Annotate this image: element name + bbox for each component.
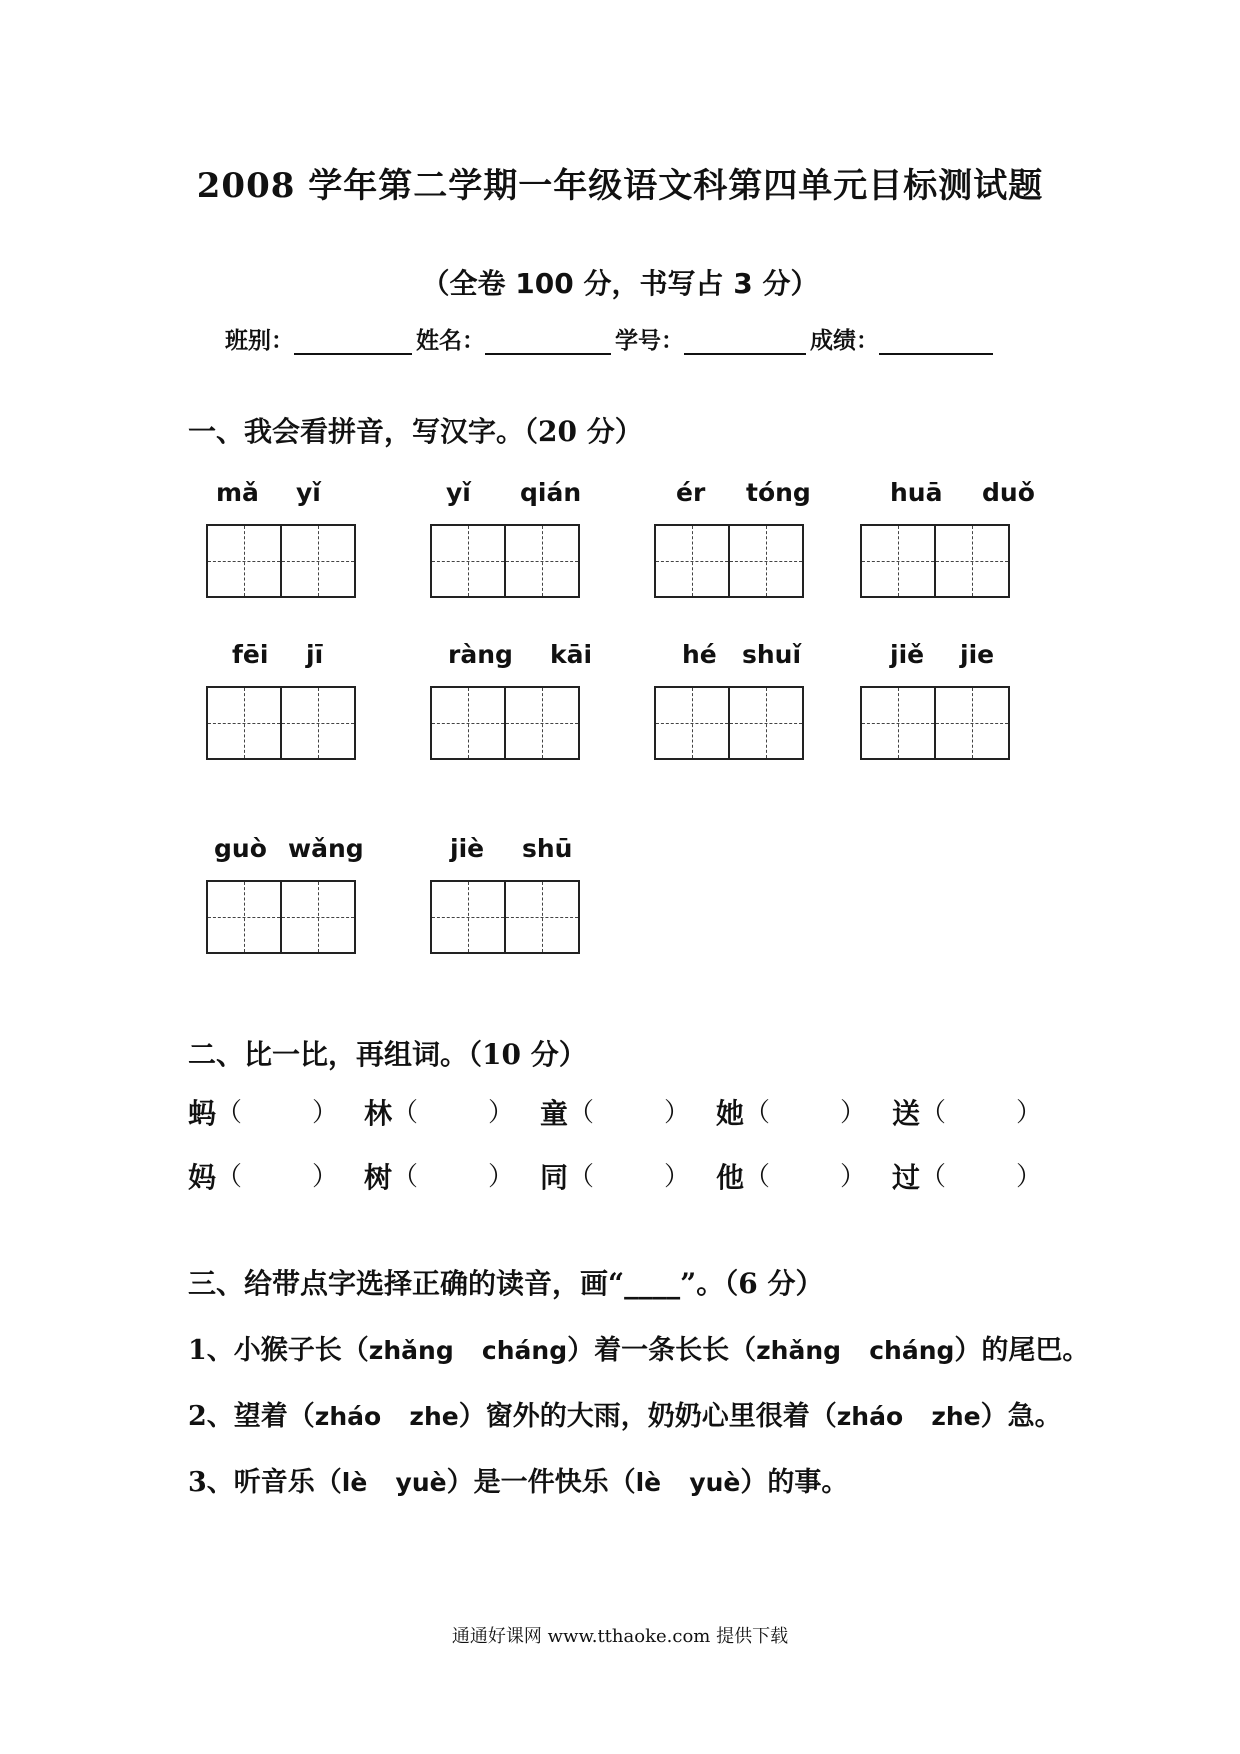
score-blank[interactable] — [879, 329, 993, 355]
answer-blank[interactable] — [242, 1092, 312, 1132]
compare-char: 她 — [716, 1097, 745, 1130]
student-id-label: 学号： — [615, 328, 684, 354]
option-gap — [841, 1335, 869, 1366]
writing-grid-6[interactable] — [430, 686, 580, 760]
grid-cell[interactable] — [432, 526, 504, 596]
paren-open: （ — [568, 1098, 595, 1128]
compare-row-1 — [188, 1092, 1068, 1132]
grid-cell[interactable] — [208, 688, 280, 758]
pinyin-1b: yǐ — [296, 478, 321, 507]
grid-cell[interactable] — [208, 526, 280, 596]
grid-cell[interactable] — [432, 882, 504, 952]
paren-open: （ — [392, 1162, 419, 1192]
answer-blank[interactable] — [242, 1156, 312, 1196]
grid-cell[interactable] — [504, 526, 578, 596]
paren-close: ） — [488, 1162, 515, 1192]
pinyin-option[interactable]: zhe — [931, 1402, 981, 1431]
grid-cell[interactable] — [504, 882, 578, 952]
answer-blank[interactable] — [594, 1156, 664, 1196]
question-text: 1、小猴子长（ — [188, 1335, 369, 1366]
paren-open: （ — [216, 1162, 243, 1192]
pinyin-6b: kāi — [550, 640, 593, 669]
writing-grid-2[interactable] — [430, 524, 580, 598]
grid-cell[interactable] — [934, 526, 1008, 596]
compare-item — [892, 1156, 1068, 1196]
grid-cell[interactable] — [728, 688, 802, 758]
compare-char: 同 — [540, 1161, 569, 1194]
writing-grid-7[interactable] — [654, 686, 804, 760]
compare-item — [188, 1156, 364, 1196]
pinyin-7a: hé — [682, 640, 717, 669]
writing-grid-1[interactable] — [206, 524, 356, 598]
writing-grid-10[interactable] — [430, 880, 580, 954]
option-gap — [367, 1467, 395, 1498]
question-text: 3、听音乐（ — [188, 1467, 342, 1498]
compare-char: 送 — [892, 1097, 921, 1130]
question-2 — [188, 1394, 1062, 1433]
compare-item — [716, 1092, 892, 1132]
pinyin-10b: shū — [522, 834, 573, 863]
pinyin-3a: ér — [676, 478, 706, 507]
question-text: ）着一条长长（ — [567, 1335, 757, 1366]
option-gap — [661, 1467, 689, 1498]
answer-blank[interactable] — [770, 1092, 840, 1132]
grid-cell[interactable] — [862, 526, 934, 596]
compare-char: 他 — [716, 1161, 745, 1194]
paren-open: （ — [568, 1162, 595, 1192]
answer-blank[interactable] — [946, 1092, 1016, 1132]
compare-item — [188, 1092, 364, 1132]
section-2-heading: 二、比一比，再组词。（10 分） — [188, 1038, 587, 1071]
answer-blank[interactable] — [594, 1092, 664, 1132]
answer-blank[interactable] — [770, 1156, 840, 1196]
pinyin-1a: mǎ — [216, 478, 259, 507]
option-gap — [381, 1401, 409, 1432]
answer-blank[interactable] — [946, 1156, 1016, 1196]
pinyin-9b: wǎng — [288, 834, 364, 863]
paren-close: ） — [312, 1162, 339, 1192]
pinyin-3b: tóng — [746, 478, 811, 507]
writing-grid-4[interactable] — [860, 524, 1010, 598]
student-id-blank[interactable] — [684, 329, 806, 355]
answer-blank[interactable] — [418, 1092, 488, 1132]
paren-close: ） — [1016, 1162, 1043, 1192]
pinyin-option[interactable]: zháo — [314, 1402, 382, 1431]
paren-open: （ — [744, 1098, 771, 1128]
pinyin-7b: shuǐ — [742, 640, 802, 669]
compare-char: 过 — [892, 1161, 921, 1194]
paren-close: ） — [840, 1162, 867, 1192]
option-gap — [454, 1335, 482, 1366]
pinyin-option[interactable]: zhǎng — [368, 1336, 454, 1365]
compare-item — [540, 1156, 716, 1196]
question-text: ）的尾巴。 — [954, 1335, 1090, 1366]
paren-close: ） — [488, 1098, 515, 1128]
question-text: ）急。 — [980, 1401, 1062, 1432]
score-label: 成绩： — [810, 328, 879, 354]
class-blank[interactable] — [294, 329, 412, 355]
pinyin-option[interactable]: zháo — [836, 1402, 904, 1431]
section-1-heading: 一、我会看拼音，写汉字。（20 分） — [188, 415, 643, 448]
compare-char: 蚂 — [188, 1097, 217, 1130]
writing-grid-8[interactable] — [860, 686, 1010, 760]
pinyin-5a: fēi — [232, 640, 269, 669]
writing-grid-3[interactable] — [654, 524, 804, 598]
grid-cell[interactable] — [934, 688, 1008, 758]
paren-close: ） — [840, 1098, 867, 1128]
name-blank[interactable] — [485, 329, 611, 355]
writing-grid-5[interactable] — [206, 686, 356, 760]
compare-item — [892, 1092, 1068, 1132]
compare-item — [364, 1092, 540, 1132]
pinyin-option[interactable]: cháng — [869, 1336, 955, 1365]
name-label: 姓名： — [416, 328, 485, 354]
question-text: ）是一件快乐（ — [446, 1467, 636, 1498]
pinyin-2a: yǐ — [446, 478, 471, 507]
grid-cell[interactable] — [280, 526, 354, 596]
question-3 — [188, 1460, 848, 1499]
footer-credit: 通通好课网 www.tthaoke.com 提供下载 — [451, 1626, 789, 1647]
grid-cell[interactable] — [728, 526, 802, 596]
pinyin-6a: ràng — [448, 640, 513, 669]
pinyin-4b: duǒ — [982, 478, 1035, 507]
grid-cell[interactable] — [504, 688, 578, 758]
pinyin-8b: jie — [960, 640, 995, 669]
question-text: ）窗外的大雨，奶奶心里很着（ — [458, 1401, 837, 1432]
compare-char: 妈 — [188, 1161, 217, 1194]
grid-cell[interactable] — [280, 688, 354, 758]
paren-close: ） — [664, 1162, 691, 1192]
compare-row-2 — [188, 1156, 1068, 1196]
paren-open: （ — [920, 1162, 947, 1192]
pinyin-2b: qián — [520, 478, 582, 507]
pinyin-option[interactable]: zhe — [409, 1402, 459, 1431]
pinyin-option[interactable]: yuè — [395, 1468, 447, 1497]
page-title: 2008 学年第二学期一年级语文科第四单元目标测试题 — [196, 166, 1044, 206]
paren-close: ） — [312, 1098, 339, 1128]
pinyin-4a: huā — [890, 478, 943, 507]
pinyin-option[interactable]: yuè — [689, 1468, 741, 1497]
question-1 — [188, 1328, 1089, 1367]
compare-char: 树 — [364, 1161, 393, 1194]
compare-item — [540, 1092, 716, 1132]
pinyin-5b: jī — [306, 640, 324, 669]
grid-cell[interactable] — [656, 688, 728, 758]
pinyin-9a: guò — [214, 834, 267, 863]
option-gap — [903, 1401, 931, 1432]
question-text: ）的事。 — [740, 1467, 849, 1498]
grid-cell[interactable] — [432, 688, 504, 758]
grid-cell[interactable] — [862, 688, 934, 758]
paren-open: （ — [216, 1098, 243, 1128]
answer-blank[interactable] — [418, 1156, 488, 1196]
paren-close: ） — [664, 1098, 691, 1128]
section-3-heading: 三、给带点字选择正确的读音，画“____”。（6 分） — [188, 1267, 824, 1300]
pinyin-option[interactable]: cháng — [481, 1336, 568, 1365]
grid-cell[interactable] — [280, 882, 354, 952]
pinyin-option[interactable]: lè — [341, 1468, 368, 1497]
compare-char: 林 — [364, 1097, 393, 1130]
compare-char: 童 — [540, 1097, 569, 1130]
paren-close: ） — [1016, 1098, 1043, 1128]
writing-grid-9[interactable] — [206, 880, 356, 954]
grid-cell[interactable] — [208, 882, 280, 952]
class-label: 班别： — [225, 328, 294, 354]
grid-cell[interactable] — [656, 526, 728, 596]
student-info-row — [225, 322, 997, 355]
compare-item — [716, 1156, 892, 1196]
pinyin-8a: jiě — [890, 640, 925, 669]
compare-item — [364, 1156, 540, 1196]
page-subtitle: （全卷 100 分，书写占 3 分） — [421, 267, 819, 300]
question-text: 2、望着（ — [188, 1401, 315, 1432]
pinyin-option[interactable]: lè — [635, 1468, 662, 1497]
paren-open: （ — [744, 1162, 771, 1192]
paren-open: （ — [920, 1098, 947, 1128]
pinyin-10a: jiè — [450, 834, 485, 863]
paren-open: （ — [392, 1098, 419, 1128]
pinyin-option[interactable]: zhǎng — [756, 1336, 842, 1365]
